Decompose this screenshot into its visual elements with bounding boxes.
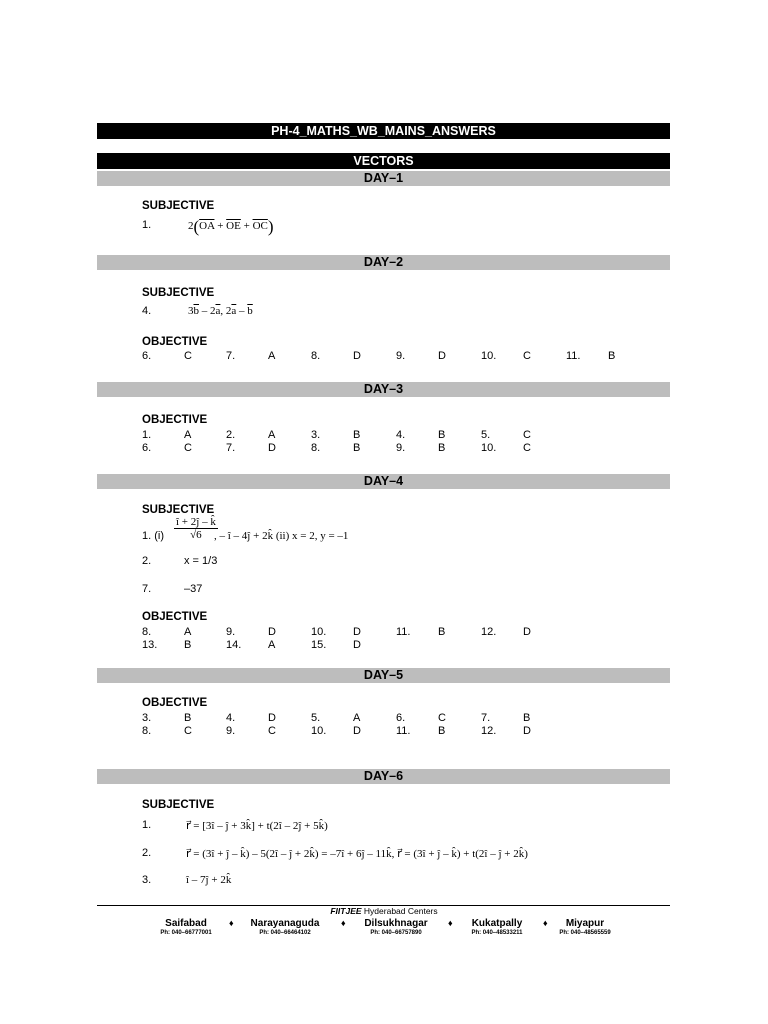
answer-option: A — [184, 626, 192, 638]
center-miyapur-phone: Ph: 040–48565559 — [559, 930, 611, 936]
center-miyapur: Miyapur — [565, 918, 605, 929]
center-kukatpally-phone: Ph: 040–48533211 — [471, 930, 523, 936]
answer-option: B — [438, 442, 446, 454]
question-number: 15. — [311, 639, 327, 651]
question-number: 12. — [481, 725, 497, 737]
answer-option: B — [438, 626, 446, 638]
answer-option: B — [353, 442, 361, 454]
answer-option: D — [268, 626, 276, 638]
day1-subjective-label: SUBJECTIVE — [142, 200, 215, 212]
question-number: 3. — [142, 712, 152, 724]
question-number: 9. — [396, 442, 406, 454]
question-number: 5. — [311, 712, 321, 724]
day4-objective-label: OBJECTIVE — [142, 611, 208, 623]
question-number: 8. — [311, 350, 321, 362]
question-number: 12. — [481, 626, 497, 638]
question-number: 3. — [311, 429, 321, 441]
question-number: 7. — [142, 583, 152, 595]
footer-brand — [0, 906, 768, 916]
center-narayanaguda: Narayanaguda — [250, 918, 320, 929]
answer-option: B — [353, 429, 361, 441]
question-number: 7. — [226, 442, 236, 454]
answer-text: r⃗ = [3î – ĵ + 3k̂] + t(2î – 2ĵ + 5k̂) — [186, 820, 328, 832]
answer-option: A — [184, 429, 192, 441]
answer-option: C — [523, 442, 531, 454]
day2-objective-label: OBJECTIVE — [142, 336, 208, 348]
question-number: 13. — [142, 639, 158, 651]
question-number: 6. — [396, 712, 406, 724]
question-number: 1. — [142, 819, 152, 831]
answer-text: î – 7ĵ + 2k̂ — [186, 874, 232, 886]
answer-text: $3\overline{b} - 2\overline{a}$, $2\overline{a} - \overline{b}$ — [188, 305, 253, 317]
answer-option: C — [438, 712, 446, 724]
answer-option: D — [523, 626, 531, 638]
question-number: 11. — [396, 626, 411, 638]
answer-option: B — [523, 712, 531, 724]
answer-text: $2(\overline{OA} + \overline{OE} + \overline{OC})$ — [188, 217, 274, 236]
diamond-separator-icon: ♦ — [229, 918, 234, 928]
question-number: 7. — [481, 712, 491, 724]
answer-option: C — [184, 725, 192, 737]
answer-option: D — [353, 639, 361, 651]
question-label: 1. (i) — [142, 530, 164, 542]
center-saifabad: Saifabad — [165, 918, 207, 929]
topic-heading: VECTORS — [97, 153, 670, 169]
diamond-separator-icon: ♦ — [341, 918, 346, 928]
question-number: 10. — [481, 350, 497, 362]
question-number: 11. — [396, 725, 411, 737]
day-6-heading: DAY–6 — [97, 769, 670, 784]
day-2-heading: DAY–2 — [97, 255, 670, 270]
answer-option: C — [268, 725, 276, 737]
question-number: 8. — [311, 442, 321, 454]
question-number: 1. — [142, 219, 152, 231]
page-title: PH-4_MATHS_WB_MAINS_ANSWERS — [97, 123, 670, 139]
day3-objective-label: OBJECTIVE — [142, 414, 208, 426]
answer-option: C — [184, 442, 192, 454]
question-number: 8. — [142, 626, 152, 638]
center-kukatpally: Kukatpally — [471, 918, 523, 929]
answer-text: x = 1/3 — [184, 555, 218, 567]
question-number: 8. — [142, 725, 152, 737]
answer-option: D — [353, 725, 361, 737]
day-1-heading: DAY–1 — [97, 171, 670, 186]
answer-option: D — [353, 350, 361, 362]
answer-option: D — [523, 725, 531, 737]
brand-suffix: Hyderabad Centers — [363, 906, 438, 916]
question-number: 6. — [142, 350, 152, 362]
question-number: 11. — [566, 350, 581, 362]
answer-option: C — [184, 350, 192, 362]
answer-option: A — [353, 712, 361, 724]
day-3-heading: DAY–3 — [97, 382, 670, 397]
fraction-numerator: î + 2ĵ – k̂ — [176, 516, 216, 528]
center-dilsukhnagar: Dilsukhnagar — [364, 918, 428, 929]
question-number: 4. — [396, 429, 406, 441]
answer-option: D — [268, 442, 276, 454]
answer-text: , – î – 4ĵ + 2k̂ (ii) x = 2, y = –1 — [214, 530, 349, 542]
question-number: 10. — [311, 626, 327, 638]
question-number: 7. — [226, 350, 236, 362]
center-dilsukhnagar-phone: Ph: 040–66757890 — [370, 930, 422, 936]
center-narayanaguda-phone: Ph: 040–66464102 — [259, 930, 311, 936]
question-number: 2. — [142, 847, 152, 859]
answer-option: A — [268, 639, 276, 651]
day4-subjective-label: SUBJECTIVE — [142, 504, 215, 516]
question-number: 6. — [142, 442, 152, 454]
answer-fraction — [174, 516, 218, 541]
question-number: 9. — [226, 626, 236, 638]
question-number: 14. — [226, 639, 242, 651]
answer-option: B — [608, 350, 616, 362]
question-number: 2. — [142, 555, 152, 567]
question-number: 1. — [142, 429, 152, 441]
question-number: 4. — [142, 305, 152, 317]
answer-option: B — [438, 725, 446, 737]
answer-text: –37 — [184, 583, 203, 595]
day6-subjective-label: SUBJECTIVE — [142, 799, 215, 811]
answer-option: D — [353, 626, 361, 638]
center-saifabad-phone: Ph: 040–66777001 — [160, 930, 212, 936]
diamond-separator-icon: ♦ — [448, 918, 453, 928]
question-number: 3. — [142, 874, 152, 886]
answer-option: B — [184, 639, 192, 651]
day5-objective-label: OBJECTIVE — [142, 697, 208, 709]
answer-option: B — [184, 712, 192, 724]
question-number: 10. — [481, 442, 497, 454]
question-number: 9. — [396, 350, 406, 362]
answer-text: r⃗ = (3î + ĵ – k̂) – 5(2î – ĵ + 2k̂) = –7î + 6ĵ – 11k̂, r⃗ = (3î + ĵ – k̂) + t(2î – ĵ + 2k̂) — [186, 848, 528, 860]
fraction-denominator: √6 — [190, 529, 202, 541]
day-4-heading: DAY–4 — [97, 474, 670, 489]
answer-option: C — [523, 429, 531, 441]
answer-option: A — [268, 350, 276, 362]
question-number: 9. — [226, 725, 236, 737]
question-number: 5. — [481, 429, 491, 441]
answer-option: A — [268, 429, 276, 441]
brand-logo: FIITJEE — [330, 906, 362, 916]
answer-option: C — [523, 350, 531, 362]
day-5-heading: DAY–5 — [97, 668, 670, 683]
day2-subjective-label: SUBJECTIVE — [142, 287, 215, 299]
answer-option: D — [268, 712, 276, 724]
diamond-separator-icon: ♦ — [543, 918, 548, 928]
answer-option: B — [438, 429, 446, 441]
question-number: 4. — [226, 712, 236, 724]
question-number: 2. — [226, 429, 236, 441]
question-number: 10. — [311, 725, 327, 737]
answer-option: D — [438, 350, 446, 362]
